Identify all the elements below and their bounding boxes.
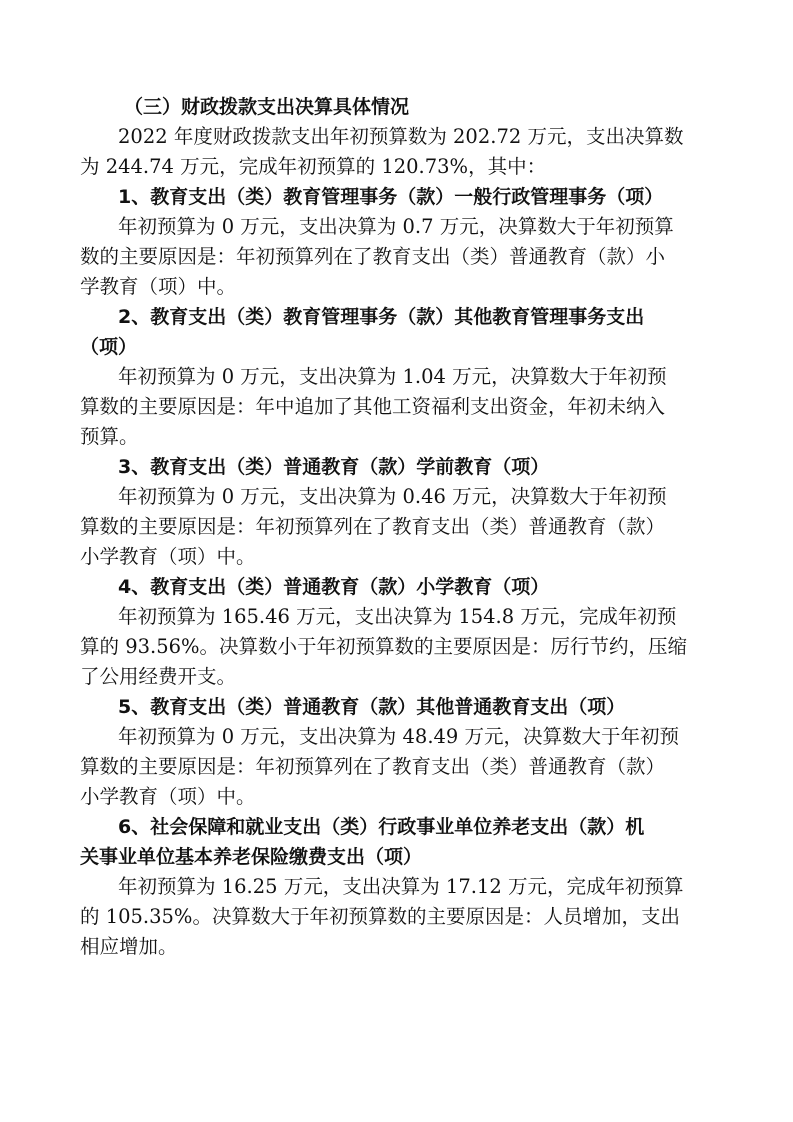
item-heading: 1、教育支出（类）教育管理事务（款）一般行政管理事务（项） — [118, 186, 664, 208]
item-body-line: 学教育（项）中。 — [80, 275, 237, 298]
item-heading: 6、社会保障和就业支出（类）行政事业单位养老支出（款）机 — [118, 816, 645, 838]
item-body-line: 小学教育（项）中。 — [80, 545, 256, 568]
item-body-line: 小学教育（项）中。 — [80, 785, 256, 808]
item-body-line: 算数的主要原因是：年初预算列在了教育支出（类）普通教育（款） — [80, 515, 666, 538]
intro-line: 为 244.74 万元，完成年初预算的 120.73%，其中： — [80, 155, 547, 178]
item-heading: 5、教育支出（类）普通教育（款）其他普通教育支出（项） — [118, 696, 626, 718]
item-body-line: 年初预算为 0 万元，支出决算为 48.49 万元，决算数大于年初预 — [118, 725, 680, 748]
item-heading: 3、教育支出（类）普通教育（款）学前教育（项） — [118, 456, 550, 478]
item-body-line: 算数的主要原因是：年初预算列在了教育支出（类）普通教育（款） — [80, 755, 666, 778]
intro-line: 2022 年度财政拨款支出年初预算数为 202.72 万元，支出决算数 — [118, 125, 684, 148]
item-body-line: 年初预算为 0 万元，支出决算为 0.7 万元，决算数大于年初预算 — [118, 215, 674, 238]
item-body-line: 算的 93.56%。决算数小于年初预算数的主要原因是：厉行节约，压缩 — [80, 635, 688, 658]
item-heading: 2、教育支出（类）教育管理事务（款）其他教育管理事务支出 — [118, 306, 645, 328]
item-heading: 4、教育支出（类）普通教育（款）小学教育（项） — [118, 576, 550, 598]
item-body-line: 预算。 — [80, 425, 139, 448]
item-body-line: 年初预算为 0 万元，支出决算为 0.46 万元，决算数大于年初预 — [118, 485, 667, 508]
section-title: （三）财政拨款支出决算具体情况 — [124, 96, 410, 118]
item-body-line: 年初预算为 165.46 万元，支出决算为 154.8 万元，完成年初预 — [118, 605, 677, 628]
item-body-line: 相应增加。 — [80, 935, 178, 958]
item-heading: 关事业单位基本养老保险缴费支出（项） — [80, 846, 423, 868]
item-body-line: 算数的主要原因是：年中追加了其他工资福利支出资金，年初未纳入 — [80, 395, 666, 418]
item-heading: （项） — [80, 336, 138, 358]
item-body-line: 年初预算为 16.25 万元，支出决算为 17.12 万元，完成年初预算 — [118, 875, 684, 898]
item-body-line: 数的主要原因是：年初预算列在了教育支出（类）普通教育（款）小 — [80, 245, 666, 268]
item-body-line: 了公用经费开支。 — [80, 665, 237, 688]
item-body-line: 年初预算为 0 万元，支出决算为 1.04 万元，决算数大于年初预 — [118, 365, 667, 388]
document-body — [80, 92, 720, 962]
item-body-line: 的 105.35%。决算数大于年初预算数的主要原因是：人员增加，支出 — [80, 905, 680, 928]
